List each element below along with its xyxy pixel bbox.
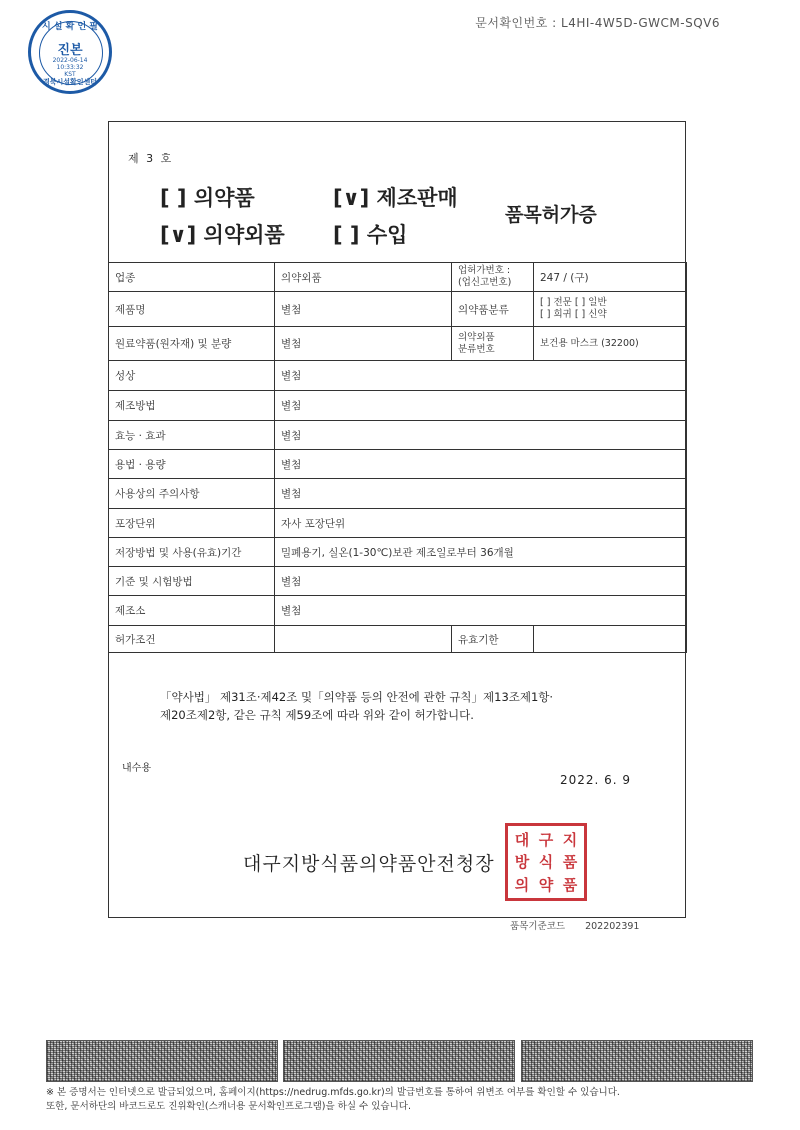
table-row	[109, 538, 687, 567]
drug-class-line2: [ ] 희귀 [ ] 신약	[540, 309, 607, 320]
item-code-value: 202202391	[585, 921, 640, 932]
table-row	[109, 327, 687, 361]
row-value: 의약외품	[275, 263, 452, 292]
row-value: 별첨	[275, 596, 687, 626]
row-value: 별첨	[275, 361, 687, 391]
row-value: 별첨	[275, 292, 452, 327]
import-checkbox-line: [ ] 수입	[333, 223, 408, 247]
seal-char: 품	[562, 876, 578, 895]
footer-notice	[46, 1086, 620, 1114]
row-label: 제품명	[109, 292, 275, 327]
seal-char: 의	[514, 876, 530, 895]
drug-class-options	[534, 292, 687, 327]
seal-char: 약	[538, 876, 554, 895]
quasi-class-label-line1: 의약외품	[458, 331, 495, 343]
row-label: 효능 · 효과	[109, 421, 275, 450]
domestic-use-label: 내수용	[122, 763, 151, 774]
stamp-bottom-text: 경북시설확인센터	[42, 78, 98, 86]
row-value	[275, 626, 452, 653]
row-label: 업종	[109, 263, 275, 292]
stamp-tz: KST	[64, 71, 76, 78]
item-standard-code	[510, 918, 639, 932]
license-label-line2: (업신고번호)	[458, 277, 512, 288]
license-number-value: 247 / (구)	[534, 263, 687, 292]
approval-statement	[160, 688, 720, 724]
certificate-title: 품목허가증	[505, 204, 597, 226]
row-value: 별첨	[275, 479, 687, 509]
license-number-label	[452, 263, 534, 292]
seal-char: 방	[514, 853, 530, 872]
row-label: 제조소	[109, 596, 275, 626]
item-code-label: 품목기준코드	[510, 921, 566, 932]
license-label-line1: 업허가번호 :	[458, 265, 511, 276]
row-label: 용법 · 용량	[109, 450, 275, 479]
row-value: 별첨	[275, 567, 687, 596]
seal-char: 지	[562, 830, 578, 849]
table-row	[109, 391, 687, 421]
table-row	[109, 361, 687, 391]
row-label: 기준 및 시험방법	[109, 567, 275, 596]
expiry-value	[534, 626, 687, 653]
table-row	[109, 263, 687, 292]
row-value: 밀폐용기, 실온(1-30℃)보관 제조일로부터 36개월	[275, 538, 687, 567]
table-row	[109, 626, 687, 653]
stamp-top-text: 시 설 확 인 필	[41, 22, 98, 32]
row-value: 별첨	[275, 450, 687, 479]
statement-line-1: 「약사법」 제31조·제42조 및「의약품 등의 안전에 관한 규칙」제13조제1항·	[160, 690, 554, 704]
row-label: 허가조건	[109, 626, 275, 653]
row-value: 별첨	[275, 391, 687, 421]
document-confirmation-number: 문서확인번호 : L4HI-4W5D-GWCM-SQV6	[475, 16, 720, 30]
quasi-drug-checkbox-line: [∨] 의약외품	[160, 223, 285, 247]
drug-class-line1: [ ] 전문 [ ] 일반	[540, 297, 607, 308]
row-label: 포장단위	[109, 509, 275, 538]
authenticity-stamp	[28, 10, 112, 94]
footer-line-1: ※ 본 증명서는 인터넷으로 발급되었으며, 홈페이지(https://nedrug.mfds.go.kr)의 발급번호를 통하여 위변조 여부를 확인할 수 있습니다.	[46, 1087, 620, 1098]
stamp-main-text: 진본	[57, 43, 83, 58]
stamp-time: 10:33:32	[56, 64, 84, 71]
seal-char: 구	[538, 830, 554, 849]
table-row	[109, 479, 687, 509]
form-number: 제 3 호	[128, 152, 174, 165]
table-row	[109, 596, 687, 626]
quasi-class-label-line2: 분류번호	[458, 343, 495, 355]
pharma-checkbox-line: [ ] 의약품	[160, 186, 255, 210]
table-row	[109, 292, 687, 327]
footer-line-2: 또한, 문서하단의 바코드로도 진위확인(스캐너용 문서확인프로그램)을 하실 수 있습니다.	[46, 1101, 411, 1112]
row-value: 별첨	[275, 421, 687, 450]
row-label: 성상	[109, 361, 275, 391]
official-seal	[505, 823, 587, 901]
manufacture-sale-checkbox-line: [∨] 제조판매	[333, 186, 458, 210]
document-barcode-3	[521, 1040, 753, 1082]
quasi-class-label	[452, 327, 534, 361]
row-value: 별첨	[275, 327, 452, 361]
document-barcode-2	[283, 1040, 515, 1082]
quasi-class-value: 보건용 마스크 (32200)	[534, 327, 687, 361]
seal-char: 대	[514, 830, 530, 849]
stamp-date: 2022-06-14	[52, 57, 88, 64]
seal-char: 품	[562, 853, 578, 872]
table-row	[109, 421, 687, 450]
document-barcode-1	[46, 1040, 278, 1082]
table-row	[109, 450, 687, 479]
expiry-label: 유효기한	[452, 626, 534, 653]
row-value: 자사 포장단위	[275, 509, 687, 538]
row-label: 제조방법	[109, 391, 275, 421]
table-row	[109, 567, 687, 596]
seal-char: 식	[538, 853, 554, 872]
issuer-name: 대구지방식품의약품안전청장	[243, 853, 495, 875]
drug-class-label: 의약품분류	[452, 292, 534, 327]
table-row	[109, 509, 687, 538]
row-label: 저장방법 및 사용(유효)기간	[109, 538, 275, 567]
issue-date: 2022. 6. 9	[560, 773, 632, 787]
row-label: 사용상의 주의사항	[109, 479, 275, 509]
statement-line-2: 제20조제2항, 같은 규칙 제59조에 따라 위와 같이 허가합니다.	[160, 708, 474, 722]
row-label: 원료약품(원자재) 및 분량	[109, 327, 275, 361]
permit-table	[108, 262, 687, 653]
stamp-datetime	[31, 57, 109, 78]
